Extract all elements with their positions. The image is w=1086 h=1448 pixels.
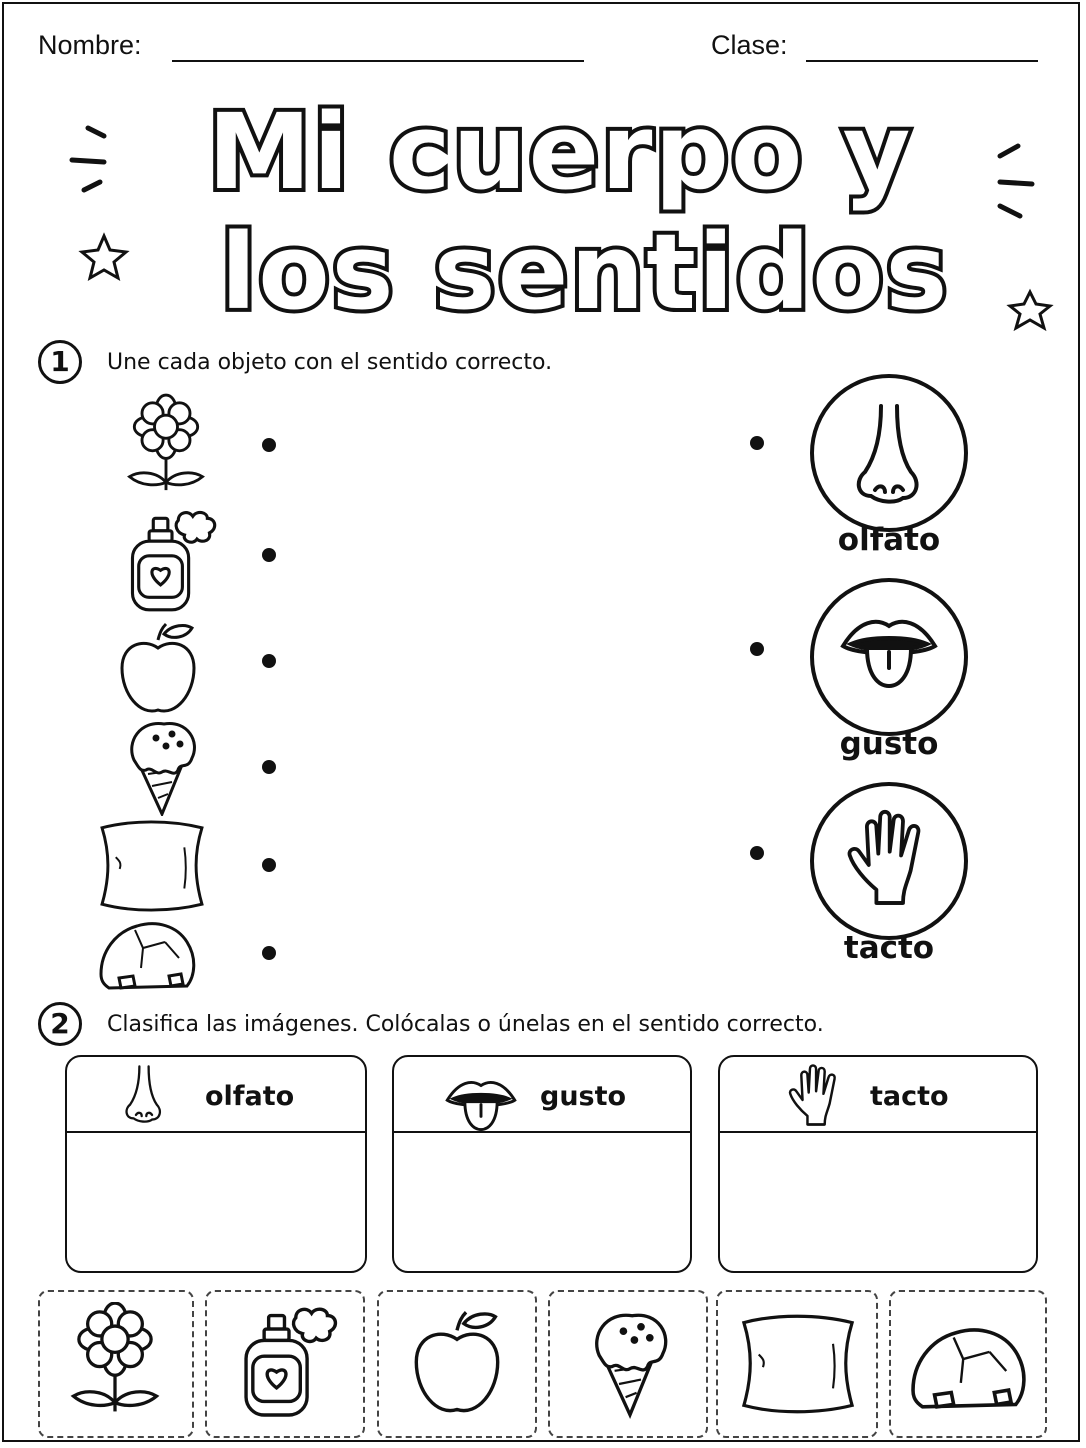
apple-icon[interactable] <box>112 622 204 714</box>
cutout-card[interactable] <box>205 1290 365 1438</box>
class-label: Clase: <box>711 30 788 60</box>
mouth-icon <box>808 576 970 738</box>
cutout-card[interactable] <box>716 1290 878 1438</box>
star-left-icon <box>82 236 126 278</box>
object-dot[interactable] <box>262 548 276 562</box>
perfume-icon <box>237 1304 341 1422</box>
section-2-number: 2 <box>38 1002 82 1046</box>
flower-icon <box>60 1302 170 1418</box>
sense-label-tacto: tacto <box>843 930 935 966</box>
apple-icon <box>407 1310 507 1414</box>
name-field[interactable] <box>172 60 584 62</box>
sparkle-left-icon <box>72 128 104 190</box>
sort-box-label: tacto <box>870 1081 949 1112</box>
cutout-card[interactable] <box>548 1290 708 1438</box>
mouth-icon <box>444 1065 518 1131</box>
sense-label-gusto: gusto <box>839 726 939 762</box>
sort-box-gusto[interactable] <box>392 1055 692 1273</box>
rock-icon <box>905 1316 1031 1414</box>
nose-icon <box>808 372 970 534</box>
object-dot[interactable] <box>262 654 276 668</box>
cutout-card[interactable] <box>889 1290 1047 1438</box>
perfume-icon[interactable] <box>120 510 224 614</box>
section-1-number: 1 <box>38 340 82 384</box>
object-dot[interactable] <box>262 858 276 872</box>
sense-dot[interactable] <box>750 642 764 656</box>
hand-icon <box>808 780 970 942</box>
hand-icon <box>782 1063 844 1127</box>
worksheet-title <box>0 80 1086 340</box>
section-1-instruction: Une cada objeto con el sentido correcto. <box>107 350 553 375</box>
sort-box-olfato[interactable] <box>65 1055 367 1273</box>
pillow-icon <box>732 1312 864 1416</box>
sense-label-olfato: olfato <box>837 522 941 558</box>
flower-icon[interactable] <box>118 392 214 498</box>
pillow-icon[interactable] <box>90 818 214 914</box>
sort-box-header <box>67 1057 365 1133</box>
sparkle-right-icon <box>1000 146 1032 216</box>
star-right-icon <box>1010 292 1050 328</box>
title-line-2: los sentidos <box>220 211 950 333</box>
nose-icon <box>115 1063 173 1123</box>
rock-icon[interactable] <box>94 912 200 994</box>
name-label: Nombre: <box>38 30 142 60</box>
cutout-card[interactable] <box>38 1290 194 1438</box>
sort-box-label: olfato <box>205 1081 295 1112</box>
ice-cream-icon[interactable] <box>122 716 202 816</box>
object-dot[interactable] <box>262 946 276 960</box>
sort-box-label: gusto <box>540 1081 627 1112</box>
ice-cream-icon <box>586 1304 674 1420</box>
cutout-card[interactable] <box>377 1290 537 1438</box>
object-dot[interactable] <box>262 760 276 774</box>
title-line-1: Mi cuerpo y <box>207 91 913 213</box>
sort-box-tacto[interactable] <box>718 1055 1038 1273</box>
object-dot[interactable] <box>262 438 276 452</box>
sort-box-header <box>394 1057 690 1133</box>
sort-box-header <box>720 1057 1036 1133</box>
class-field[interactable] <box>806 60 1038 62</box>
sense-dot[interactable] <box>750 846 764 860</box>
sense-dot[interactable] <box>750 436 764 450</box>
section-2-instruction: Clasifica las imágenes. Colócalas o únelas en el sentido correcto. <box>107 1012 824 1037</box>
